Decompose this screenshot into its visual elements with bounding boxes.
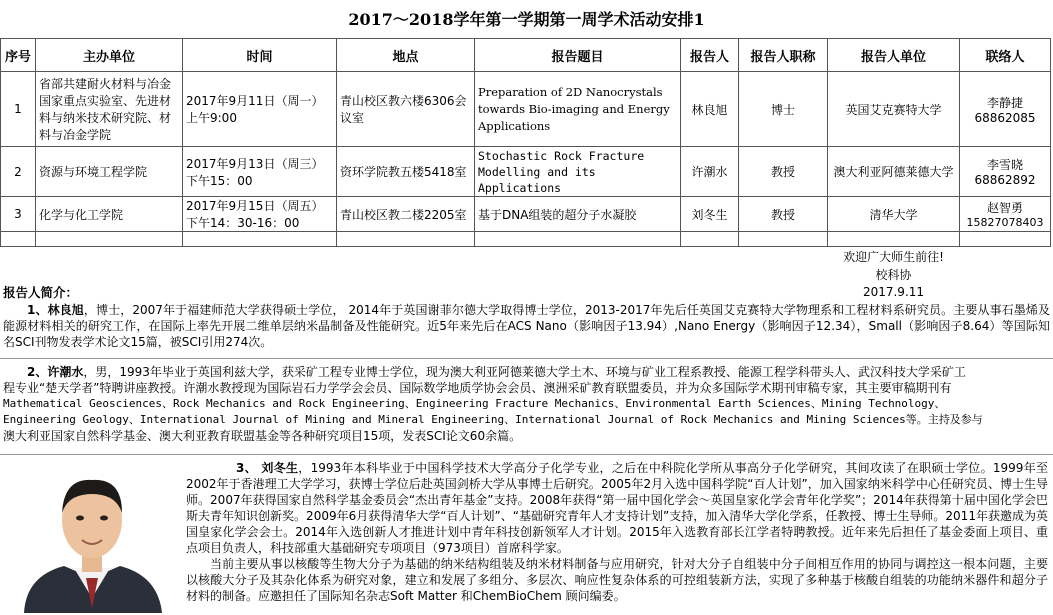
bio-text: 当前主要从事以核酸等生物大分子为基础的纳米结构组装及纳米材料制备与应用研究，针对大分子自组装中分子间相互作用的协同与调控这一根本问题，主要以核酸大分子及其杂化体系为研究对象，建立和发展了多组分、多层次、响应性复杂体系的可控组装新方法，实现了多种基于核酸自组装的功能纳米器件和超分子材料的制备。应邀担任了国际知名杂志Soft Matter 和ChemBioChem 顾问编委。 xyxy=(186,557,1048,603)
bio-name: 3、 刘冬生 xyxy=(236,461,299,475)
page-title: 2017～2018学年第一学期第一周学术活动安排1 xyxy=(348,10,705,29)
header-cell: 报告题目 xyxy=(475,39,681,72)
table-row xyxy=(1,197,1051,232)
header-cell: 报告人单位 xyxy=(828,39,960,72)
header-cell: 报告人职称 xyxy=(739,39,828,72)
contact-name: 李静捷 xyxy=(986,95,1023,110)
bio-xu xyxy=(3,364,1050,444)
divider xyxy=(0,358,1053,359)
divider xyxy=(0,454,1053,455)
bio-liu xyxy=(186,460,1048,604)
empty-row xyxy=(1,232,1051,247)
place-cell: 青山校区教六楼6306会议室 xyxy=(337,72,475,147)
note-org: 校科协 xyxy=(875,267,912,282)
contact-cell xyxy=(960,197,1051,232)
host-cell: 省部共建耐火材料与冶金国家重点实验室、先进材料与纳米技术研究院、材料与冶金学院 xyxy=(36,72,183,147)
rank-cell: 教授 xyxy=(739,147,828,197)
speaker-cell: 林良旭 xyxy=(681,72,739,147)
contact-name: 李雪晓 xyxy=(986,158,1023,172)
header-cell: 报告人 xyxy=(681,39,739,72)
bio-heading: 报告人简介： xyxy=(3,285,79,300)
header-cell: 序号 xyxy=(1,39,36,72)
header-cell: 联络人 xyxy=(960,39,1051,72)
contact-phone: 68862892 xyxy=(974,173,1036,187)
bio-text: ，博士，2007年于福建师范大学获得硕士学位， 2014年于英国谢菲尔德大学取得博士学位，2013-2017年先后任英国艾克赛特大学物理系和工程材料系研究员。主要从事石墨烯及能源材料相关的研究工作，在国际上率先开展二维单层纳米晶制备及性能研究。近5年来先后在ACS Nano（影响因子13.94）,Nano Energy（影响因子12.34），Small（影响因子8.64）等国际知名SCI刊物发表学术论文15篇，被SCI引用274次。 xyxy=(3,303,1051,349)
header-cell: 主办单位 xyxy=(36,39,183,72)
place-cell: 资环学院教五楼5418室 xyxy=(337,147,475,197)
table-row xyxy=(1,147,1051,197)
speaker-cell: 许潮水 xyxy=(681,147,739,197)
note-row xyxy=(1,265,1051,283)
bio-lin xyxy=(3,302,1050,350)
speaker-cell: 刘冬生 xyxy=(681,197,739,232)
rank-cell: 教授 xyxy=(739,197,828,232)
topic-cell: Preparation of 2D Nanocrystals towards Bio-imaging and Energy Applications xyxy=(475,72,681,147)
header-row xyxy=(1,39,1051,72)
note-date: 2017.9.11 xyxy=(862,285,925,299)
note-row xyxy=(1,283,1051,301)
speaker-photo xyxy=(4,458,180,613)
note-row xyxy=(1,247,1051,266)
contact-name: 赵智勇 xyxy=(986,201,1023,215)
unit-cell: 清华大学 xyxy=(828,197,960,232)
bio-name: 1、林良旭 xyxy=(27,303,84,317)
header-cell: 地点 xyxy=(337,39,475,72)
schedule-table xyxy=(0,38,1051,301)
contact-cell xyxy=(960,72,1051,147)
bio-text: 澳大利亚国家自然科学基金、澳大利亚教育联盟基金等各种研究项目15项，发表SCI论文60余篇。 xyxy=(3,429,522,443)
topic-cell: Stochastic Rock Fracture Modelling and its Applications xyxy=(475,147,681,197)
rank-cell: 博士 xyxy=(739,72,828,147)
bio-text: Mathematical Geosciences、Rock Mechanics and Rock Engineering、Engineering Fracture Mechanics、Environmental Earth Sciences、Mining Technology、 xyxy=(3,397,946,410)
time-cell: 2017年9月15日（周五）下午14：30-16：00 xyxy=(183,197,337,232)
header-cell: 时间 xyxy=(183,39,337,72)
row-number: 1 xyxy=(1,72,36,147)
contact-cell xyxy=(960,147,1051,197)
place-cell: 青山校区教二楼2205室 xyxy=(337,197,475,232)
topic-cell: 基于DNA组装的超分子水凝胶 xyxy=(475,197,681,232)
contact-phone: 68862085 xyxy=(974,110,1036,125)
bio-text: ，男，1993年毕业于英国利兹大学，获采矿工程专业博士学位，现为澳大利亚阿德莱德大学土木、环境与矿业工程系教授、能源工程学科带头人、武汉科技大学采矿工 xyxy=(83,365,966,379)
unit-cell: 英国艾克赛特大学 xyxy=(828,72,960,147)
bio-text: ，1993年本科毕业于中国科学技术大学高分子化学专业，之后在中科院化学所从事高分子化学研究，其间攻读了在职硕士学位。1999年至2002年于香港理工大学学习，获博士学位后赴英国剑桥大学从事博士后研究。2005年2月入选中国科学院“百人计划”，加入国家纳米科学中心任研究员、博士生导师。2007年获得国家自然科学基金委员会“杰出青年基金”支持。2008年获得“第一届中国化学会～英国皇家化学会青年化学奖”；2014年获得第十届中国化学会巴斯夫青年知识创新奖。2009年6月获得清华大学“百人计划”、“基础研究青年人才支持计划”支持，加入清华大学化学系，任教授、博士生导师。2011年获邀成为英国皇家化学会会士。2014年入选创新人才推进计划中青年科技创新领军人才计划。2015年入选教育部长江学者特聘教授。近年来先后担任了基金委面上项目、重点项目负责人，科技部重大基础研究专项项目（973项目）首席科学家。 xyxy=(186,461,1048,555)
table-row xyxy=(1,72,1051,147)
note-welcome: 欢迎广大师生前往! xyxy=(843,249,944,264)
bio-text: Engineering Geology、International Journal of Mining and Mineral Engineering、International Journal of Rock Mechanics and Mining Sciences等。主持及参与 xyxy=(3,413,983,426)
row-number: 2 xyxy=(1,147,36,197)
bio-text: 程专业“楚天学者”特聘讲座教授。许潮水教授现为国际岩石力学学会会员、国际数学地质学协会会员、澳洲采矿教育联盟委员，并为众多国际学术期刊审稿专家，其主要审稿期刊有 xyxy=(3,381,952,395)
row-number: 3 xyxy=(1,197,36,232)
bio-name: 2、许潮水 xyxy=(27,365,84,379)
unit-cell: 澳大利亚阿德莱德大学 xyxy=(828,147,960,197)
time-cell: 2017年9月13日（周三）下午15：00 xyxy=(183,147,337,197)
time-cell: 2017年9月11日（周一）上午9:00 xyxy=(183,72,337,147)
host-cell: 化学与化工学院 xyxy=(36,197,183,232)
contact-phone: 15827078403 xyxy=(966,216,1044,229)
host-cell: 资源与环境工程学院 xyxy=(36,147,183,197)
